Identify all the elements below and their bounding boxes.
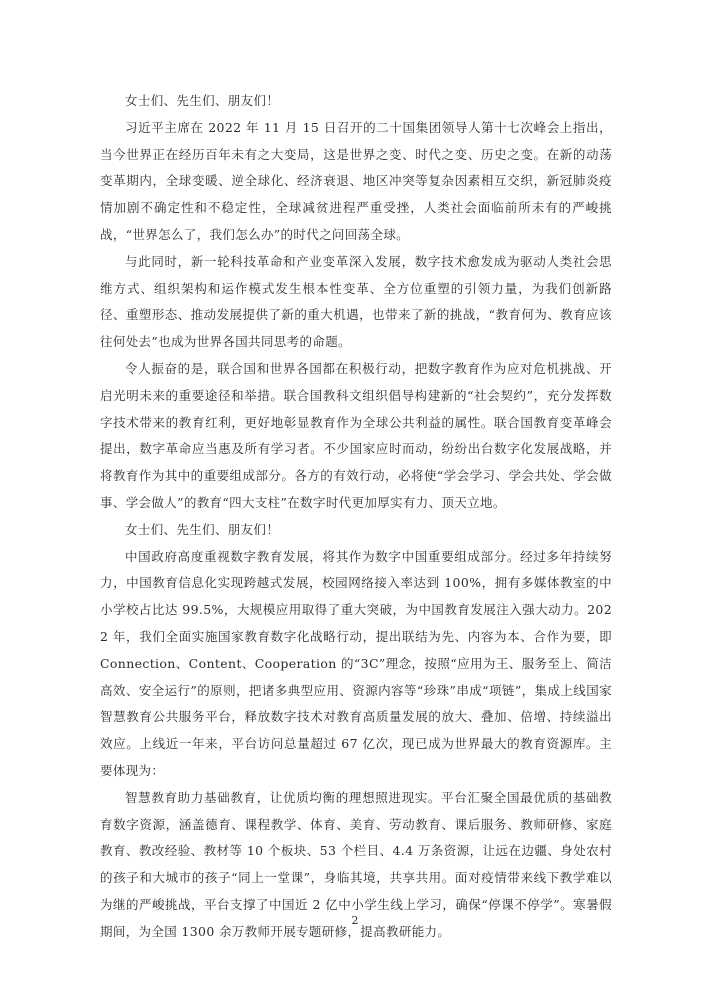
paragraph-tech-revolution: 与此同时，新一轮科技革命和产业变革深入发展，数字技术愈发成为驱动人类社会思维方式、组织架构和运作模式发生根本性变革、全方位重塑的引领力量，为我们创新路径、重塑形态、推动发展提供了新的重大机遇，也带来了新的挑战，“教育何为、教育应该往何处去”也成为世界各国共同思考的命题。 xyxy=(100,253,612,350)
paragraph-china-digital-education: 中国政府高度重视数字教育发展，将其作为数字中国重要组成部分。经过多年持续努力，中国教育信息化实现跨越式发展，校园网络接入率达到 100%，拥有多媒体教室的中小学校占比达 99.5%，大规模应用取得了重大突破，为中国教育发展注入强大动力。2022 年，我们全面实施国家教育数字化战略行动，提出联结为先、内容为本、合作为要，即 Connection、Content、Cooperation 的“3C”理念，按照“应用为王、服务至上、简洁高效、安全运行”的原则，把诸多典型应用、资源内容等“珍珠”串成“项链”，集成上线国家智慧教育公共服务平台，释放数字技术对教育高质量发展的放大、叠加、倍增、持续溢出效应。上线近一年来，平台访问总量超过 67 亿次，现已成为世界最大的教育资源库。主要体现为： xyxy=(100,548,612,778)
paragraph-global-action: 令人振奋的是，联合国和世界各国都在积极行动，把数字教育作为应对危机挑战、开启光明未来的重要途径和举措。联合国教科文组织倡导构建新的“社会契约”，充分发挥数字技术带来的教育红利，更好地彰显教育作为全球公共利益的属性。联合国教育变革峰会提出，数字革命应当惠及所有学习者。不少国家应时而动，纷纷出台数字化发展战略，并将教育作为其中的重要组成部分。各方的有效行动，必将使“学会学习、学会共处、学会做事、学会做人”的教育“四大支柱”在数字时代更加厚实有力、顶天立地。 xyxy=(100,360,612,510)
paragraph-basic-education: 智慧教育助力基础教育，让优质均衡的理想照进现实。平台汇聚全国最优质的基础教育数字资源，涵盖德育、课程教学、体育、美育、劳动教育、课后服务、教师研修、家庭教育、教改经验、教材等 10 个板块、53 个栏目、4.4 万条资源，让远在边疆、身处农村的孩子和大城市的孩子“同上一堂课”，身临其境，共享共用。面对疫情带来线下教学难以为继的严峻挑战，平台支撑了中国近 2 亿中小学生线上学习，确保“停课不停学”。寒暑假期间，为全国 1300 余万教师开展专题研修，提高教研能力。 xyxy=(100,789,612,939)
page-number: 2 xyxy=(351,914,359,927)
document-body xyxy=(100,88,612,946)
paragraph-global-change: 习近平主席在 2022 年 11 月 15 日召开的二十国集团领导人第十七次峰会上指出，当今世界正在经历百年未有之大变局，这是世界之变、时代之变、历史之变。在新的动荡变革期内，全球变暖、逆全球化、经济衰退、地区冲突等复杂因素相互交织，新冠肺炎疫情加剧不确定性和不稳定性，全球减贫进程严重受挫，人类社会面临前所未有的严峻挑战，“世界怎么了，我们怎么办”的时代之问回荡全球。 xyxy=(100,119,612,242)
paragraph-salutation-1: 女士们、先生们、朋友们！ xyxy=(125,93,280,108)
paragraph-salutation-2: 女士们、先生们、朋友们！ xyxy=(125,521,280,537)
